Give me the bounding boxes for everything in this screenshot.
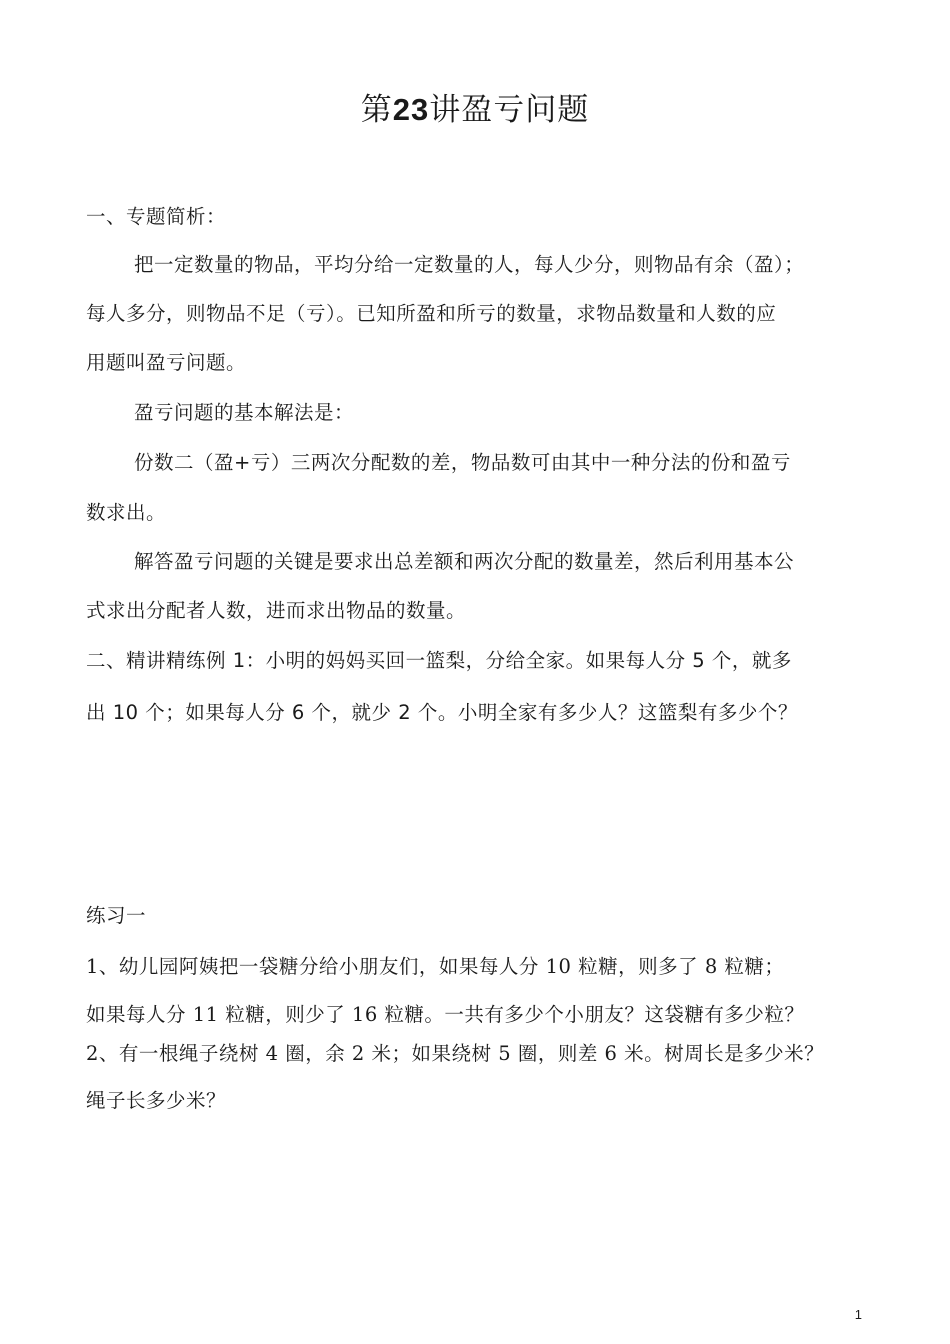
- exercise-q2-line2: 绳子长多少米？: [86, 1089, 227, 1112]
- paragraph4-line1: 解答盈亏问题的关键是要求出总差额和两次分配的数量差，然后利用基本公: [134, 550, 795, 573]
- paragraph3-line1: 份数二（盈+亏）三两次分配数的差，物品数可由其中一种分法的份和盈亏: [134, 451, 791, 474]
- paragraph1-line1: 把一定数量的物品，平均分给一定数量的人，每人少分，则物品有余（盈）；: [134, 253, 805, 276]
- exercise-q1-line2: 如果每人分 11 粒糖，则少了 16 粒糖。一共有多少个小朋友？这袋糖有多少粒？: [86, 1003, 805, 1026]
- paragraph1-line2: 每人多分，则物品不足（亏）。已知所盈和所亏的数量，求物品数量和人数的应: [86, 302, 777, 325]
- paragraph1-line3: 用题叫盈亏问题。: [86, 351, 247, 374]
- title-prefix: 第: [360, 92, 393, 128]
- page-title: [0, 94, 950, 126]
- example1-line1: 二、精讲精练例 1：小明的妈妈买回一篮梨，分给全家。如果每人分 5 个，就多: [86, 649, 792, 672]
- title-suffix: 讲盈亏问题: [429, 92, 590, 128]
- exercise-heading: 练习一: [86, 904, 147, 927]
- section1-heading: 一、专题简析：: [86, 205, 227, 228]
- page-number: 1: [854, 1307, 862, 1322]
- paragraph4-line2: 式求出分配者人数，进而求出物品的数量。: [86, 599, 467, 622]
- example1-line2: 出 10 个；如果每人分 6 个，就少 2 个。小明全家有多少人？这篮梨有多少个？: [86, 701, 798, 724]
- paragraph3-line2: 数求出。: [86, 501, 167, 524]
- paragraph2: 盈亏问题的基本解法是：: [134, 401, 355, 424]
- exercise-q1-line1: 1、幼儿园阿姨把一袋糖分给小朋友们，如果每人分 10 粒糖，则多了 8 粒糖；: [86, 955, 785, 978]
- exercise-q2-line1: 2、有一根绳子绕树 4 圈，余 2 米；如果绕树 5 圈，则差 6 米。树周长是多少米？: [86, 1042, 825, 1065]
- title-number: 23: [392, 92, 430, 127]
